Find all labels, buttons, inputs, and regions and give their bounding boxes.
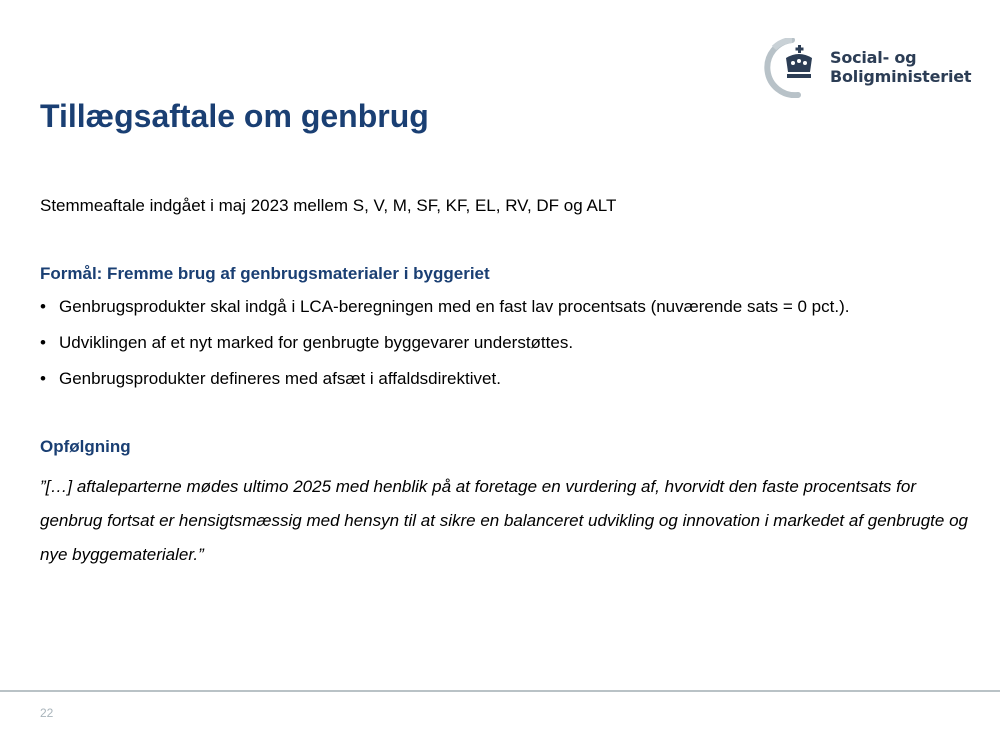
agreement-subtitle: Stemmeaftale indgået i maj 2023 mellem S, V, M, SF, KF, EL, RV, DF og ALT — [40, 196, 617, 215]
purpose-heading: Formål: Fremme brug af genbrugsmaterialer i byggeriet — [40, 264, 490, 283]
followup-quote: ”[…] aftaleparterne mødes ultimo 2025 med henblik på at foretage en vurdering af, hvorvidt den faste procentsats for genbrug fortsat er hensigtsmæssig med hensyn til at sikre en balanceret udvikling og innovation i markedet af genbrugte og nye byggematerialer.” — [40, 477, 968, 564]
logo-line-1: Social- og — [830, 48, 917, 67]
bullet-item: • Genbrugsprodukter defineres med afsæt i affaldsdirektivet. — [40, 368, 849, 404]
purpose-bullet-list — [40, 296, 849, 404]
footer-divider — [0, 690, 1000, 692]
ministry-logo — [764, 38, 974, 98]
logo-line-2: Boligministeriet — [830, 67, 972, 86]
page-number: 22 — [40, 706, 54, 720]
followup-heading: Opfølgning — [40, 437, 131, 456]
logo-wordmark — [830, 48, 971, 86]
crown-emblem-icon — [764, 38, 826, 98]
bullet-item: • Udviklingen af et nyt marked for genbrugte byggevarer understøttes. — [40, 332, 849, 368]
bullet-item: • Genbrugsprodukter skal indgå i LCA-beregningen med en fast lav procentsats (nuværende sats = 0 pct.). — [40, 296, 849, 332]
slide-title: Tillægsaftale om genbrug — [40, 98, 429, 134]
